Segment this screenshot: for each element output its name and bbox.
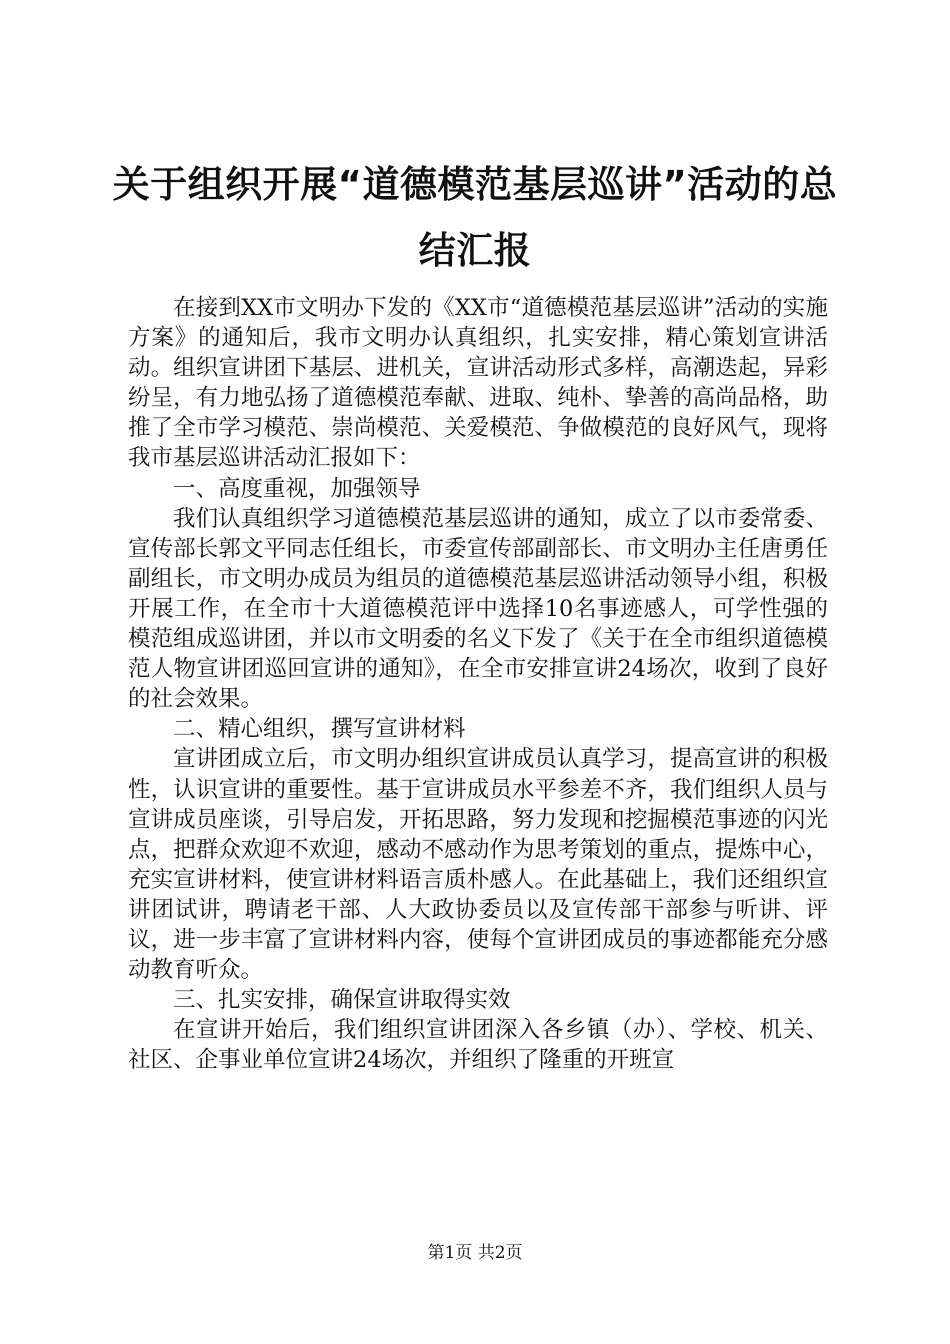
section-heading-1: 一、高度重视，加强领导 bbox=[173, 475, 421, 502]
paragraph-section-1: 我们认真组织学习道德模范基层巡讲的通知，成立了以市委常委、宣传部长郭文平同志任组长，市委宣传部副部长、市文明办主任唐勇任副组长，市文明办成员为组员的道德模范基层巡讲活动领导小组，积极开展工作，在全市十大道德模范评中选择10名事迹感人，可学性强的模范组成巡讲团，并以市文明委的名义下发了《关于在全市组织道德模范人物宣讲团巡回宣讲的通知》，在全市安排宣讲24场次，收到了良好的社会效果。 bbox=[128, 505, 828, 713]
document-body bbox=[128, 293, 828, 1075]
paragraph-section-2: 宣讲团成立后，市文明办组织宣讲成员认真学习，提高宣讲的积极性，认识宣讲的重要性。基于宣讲成员水平参差不齐，我们组织人员与宣讲成员座谈，引导启发，开拓思路，努力发现和挖掘模范事迹的闪光点，把群众欢迎不欢迎，感动不感动作为思考策划的重点，提炼中心，充实宣讲材料，使宣讲材料语言质朴感人。在此基础上，我们还组织宣讲团试讲，聘请老干部、人大政协委员以及宣传部干部参与听讲、评议，进一步丰富了宣讲材料内容，使每个宣讲团成员的事迹都能充分感动教育听众。 bbox=[128, 746, 828, 984]
section-heading-3: 三、扎实安排，确保宣讲取得实效 bbox=[173, 987, 511, 1014]
paragraph-section-3: 在宣讲开始后，我们组织宣讲团深入各乡镇（办）、学校、机关、社区、企事业单位宣讲24场次，并组织了隆重的开班宣 bbox=[128, 1017, 828, 1074]
page-number-footer: 第1页 共2页 bbox=[427, 1243, 523, 1263]
section-heading-2: 二、精心组织，撰写宣讲材料 bbox=[173, 716, 466, 743]
document-title: 关于组织开展“道德模范基层巡讲”活动的总结汇报 bbox=[112, 163, 838, 272]
paragraph-intro: 在接到XX市文明办下发的《XX市“道德模范基层巡讲”活动的实施方案》的通知后，我市文明办认真组织，扎实安排，精心策划宣讲活动。组织宣讲团下基层、进机关，宣讲活动形式多样，高潮迭起，异彩纷呈，有力地弘扬了道德模范奉献、进取、纯朴、挚善的高尚品格，助推了全市学习模范、崇尚模范、关爱模范、争做模范的良好风气，现将我市基层巡讲活动汇报如下： bbox=[128, 295, 828, 472]
